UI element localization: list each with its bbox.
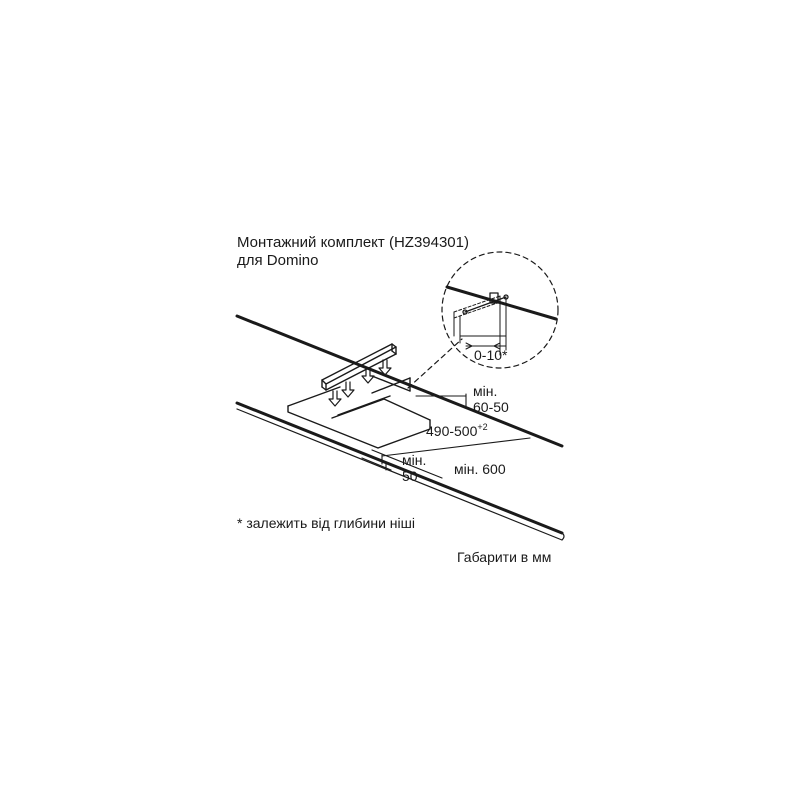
footnote: * залежить від глибини ніші [237,515,415,531]
diagram-title-line1: Монтажний комплект (HZ394301) [237,234,469,251]
units-note: Габарити в мм [457,549,552,565]
mounting-bar [322,344,396,390]
cutout-width-value: 490-500 [426,423,478,439]
detail-leader [408,339,462,388]
cutout-tolerance: +2 [477,422,488,432]
cutout-width-dimension [372,438,530,478]
cutout-width-label [426,423,488,440]
depth-min-value: 60-50 [473,399,509,415]
down-arrow-icon [342,382,354,397]
down-arrow-icon [329,391,341,406]
width-min-label: мін. 600 [454,461,506,477]
gap-detail-label: 0-10* [474,347,508,363]
front-min-value: 50 [402,468,418,484]
diagram-title-line2: для Domino [237,252,319,269]
depth-min-label: мін. [473,383,498,399]
detail-view [447,287,556,355]
front-min-label: мін. [402,452,427,468]
